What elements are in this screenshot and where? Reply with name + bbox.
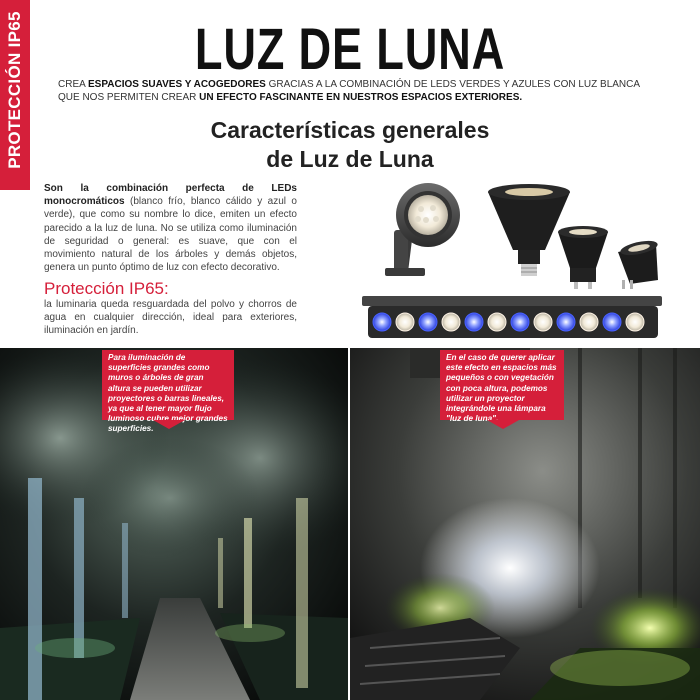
section-title-line1: Características generales: [210, 117, 490, 143]
led-dot: [603, 313, 621, 331]
section-title-line2: de Luz de Luna: [266, 146, 434, 172]
led-dot: [465, 313, 483, 331]
led-dot: [396, 313, 414, 331]
callout-right-pointer: [487, 420, 519, 429]
protection-title: Protección IP65:: [44, 279, 169, 298]
led-dot: [442, 313, 460, 331]
intro-text-part: GRACIAS A LA COMBINACIÓN DE LEDS VERDES Y AZULES CON LUZ BLANCA QUE NOS PERMITEN CREAR: [58, 79, 640, 103]
intro-highlight: ESPACIOS SUAVES Y ACOGEDORES: [88, 79, 266, 90]
description-lead: Son la combinación perfecta de LEDs monocromáticos: [44, 183, 297, 208]
floodlight-icon: [385, 183, 460, 276]
led-dot: [488, 313, 506, 331]
gu10-lamp-icon: [558, 226, 608, 289]
led-dot: [580, 313, 598, 331]
mr16-lamp-icon: [618, 238, 659, 289]
led-dot: [557, 313, 575, 331]
led-dot: [511, 313, 529, 331]
callout-left-pointer: [153, 420, 185, 429]
intro-text: [58, 79, 658, 104]
linear-led-bar-icon: [362, 296, 662, 338]
description-body: (blanco frío, blanco cálido y azul o verde), que como su nombre lo dice, emiten un efecto parecido a la luz de luna. No se utiliza como iluminación de seguridad o general: es suave, que con el movimiento natural de los árboles y demás objetos, genera un punto óptimo de luz con efecto decorativo.: [44, 196, 297, 274]
side-label: PROTECCIÓN IP65: [5, 11, 24, 169]
callout-left: Para iluminación de superficies grandes como muros o árboles de gran altura se pueden utilizar proyectores o barras lineales, ya que al tener mayor flujo luminoso cubre mejor grandes superficies.: [102, 350, 234, 420]
led-dot: [419, 313, 437, 331]
intro-highlight: UN EFECTO FASCINANTE EN NUESTROS ESPACIOS EXTERIORES.: [199, 91, 523, 103]
protection-text: la luminaria queda resguardada del polvo y chorros de agua en cualquier dirección, ideal para exteriores, iluminación en jardín.: [44, 299, 297, 336]
intro-text-part: CREA: [58, 79, 89, 90]
description: [44, 182, 297, 274]
section-title: [150, 116, 550, 174]
led-dot: [626, 313, 644, 331]
led-dot: [373, 313, 391, 331]
par-lamp-icon: [488, 184, 570, 276]
page-title: LUZ DE LUNA: [194, 17, 506, 82]
led-dot: [534, 313, 552, 331]
callout-right: En el caso de querer aplicar este efecto en espacios más pequeños o con vegetación con poca altura, podemos utilizar un proyector integrándole una lámpara "luz de luna".: [440, 350, 564, 420]
product-illustration: [360, 180, 670, 340]
